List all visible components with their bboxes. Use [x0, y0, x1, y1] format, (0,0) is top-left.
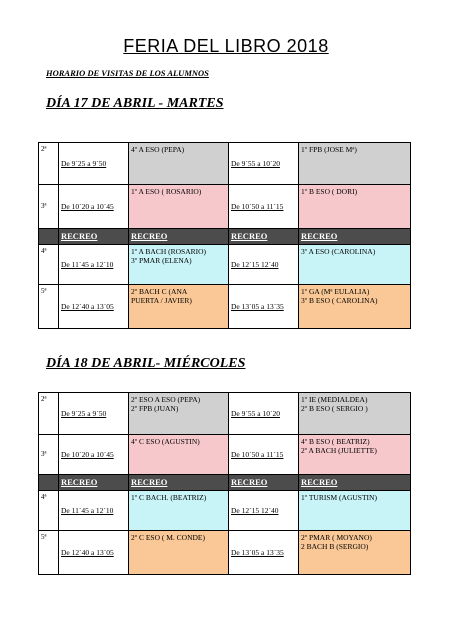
recreo-label: RECREO — [299, 229, 411, 245]
recreo-label: RECREO — [229, 475, 299, 491]
session-number: 4ª — [39, 245, 59, 285]
time-text: De 9´25 a 9´50 — [61, 158, 107, 168]
time-slot — [59, 491, 129, 531]
time-text: De 13´05 a 13´35 — [231, 547, 284, 557]
time-text: De 12´40 a 13´05 — [61, 301, 114, 311]
page-title: FERIA DEL LIBRO 2018 — [123, 36, 329, 56]
session-number: 2ª — [39, 393, 59, 435]
recreo-label: RECREO — [59, 475, 129, 491]
time-slot — [229, 285, 299, 329]
recreo-label: RECREO — [299, 475, 411, 491]
empty-cell — [39, 475, 59, 491]
time-slot — [229, 393, 299, 435]
time-text: De 9´25 a 9´50 — [61, 408, 107, 418]
group-cell: 1º TURISM (AGUSTIN) — [299, 491, 411, 531]
group-cell: 4º B ESO ( BEATRIZ) 2º A BACH (JULIETTE) — [299, 435, 411, 475]
time-text: De 12´15 12´40 — [231, 259, 279, 269]
time-text: De 9´55 a 10´20 — [231, 158, 280, 168]
group-cell: 4º A ESO (PEPA) — [129, 143, 229, 185]
session-number: 5ª — [39, 285, 59, 329]
time-text: De 12´15 12´40 — [231, 505, 279, 515]
session-number: 2ª — [39, 143, 59, 185]
session-number: 5ª — [39, 531, 59, 575]
time-slot — [59, 285, 129, 329]
recreo-label: RECREO — [129, 475, 229, 491]
recreo-label: RECREO — [129, 229, 229, 245]
time-text: De 11´45 a 12´10 — [61, 505, 114, 515]
time-slot — [59, 185, 129, 229]
empty-cell — [39, 229, 59, 245]
group-cell: 2º PMAR ( MOYANO) 2 BACH B (SERGIO) — [299, 531, 411, 575]
session-number: 3ª — [39, 435, 59, 475]
time-text: De 10´50 a 11´15 — [231, 449, 284, 459]
recreo-label: RECREO — [229, 229, 299, 245]
session-number: 4ª — [39, 491, 59, 531]
time-slot — [229, 491, 299, 531]
time-slot — [59, 531, 129, 575]
group-cell: 2º ESO A ESO (PEPA) 2º FPB (JUAN) — [129, 393, 229, 435]
session-number: 3ª — [39, 185, 59, 229]
time-slot — [59, 393, 129, 435]
time-slot — [229, 245, 299, 285]
time-slot — [59, 245, 129, 285]
group-cell: 1º FPB (JOSE Mª) — [299, 143, 411, 185]
group-cell: 3º A ESO (CAROLINA) — [299, 245, 411, 285]
time-text: De 10´20 a 10´45 — [61, 449, 114, 459]
time-slot — [229, 143, 299, 185]
schedule-table — [38, 142, 411, 329]
group-cell: 2º C ESO ( M. CONDE) — [129, 531, 229, 575]
group-cell: 1º IE (MEDIALDEA) 2º B ESO ( SERGIO ) — [299, 393, 411, 435]
group-cell: 2º BACH C (ANA PUERTA / JAVIER) — [129, 285, 229, 329]
time-slot — [229, 435, 299, 475]
time-text: De 13´05 a 13´35 — [231, 301, 284, 311]
time-slot — [59, 143, 129, 185]
day-heading: DÍA 17 DE ABRIL - MARTES — [46, 96, 224, 111]
group-cell: 1º A BACH (ROSARIO) 3º PMAR (ELENA) — [129, 245, 229, 285]
time-slot — [229, 185, 299, 229]
schedule-table — [38, 392, 411, 575]
group-cell: 4º C ESO (AGUSTIN) — [129, 435, 229, 475]
page-subtitle: HORARIO DE VISITAS DE LOS ALUMNOS — [46, 68, 209, 78]
time-text: De 11´45 a 12´10 — [61, 259, 114, 269]
time-text: De 10´50 a 11´15 — [231, 201, 284, 211]
group-cell: 1º A ESO ( ROSARIO) — [129, 185, 229, 229]
time-slot — [229, 531, 299, 575]
group-cell: 1º B ESO ( DORI) — [299, 185, 411, 229]
time-text: De 9´55 a 10´20 — [231, 408, 280, 418]
recreo-label: RECREO — [59, 229, 129, 245]
time-text: De 12´40 a 13´05 — [61, 547, 114, 557]
time-text: De 10´20 a 10´45 — [61, 201, 114, 211]
time-slot — [59, 435, 129, 475]
group-cell: 1º GA (Mª EULALIA) 3º B ESO ( CAROLINA) — [299, 285, 411, 329]
group-cell: 1º C BACH. (BEATRIZ) — [129, 491, 229, 531]
day-heading: DÍA 18 DE ABRIL- MIÉRCOLES — [46, 356, 246, 371]
